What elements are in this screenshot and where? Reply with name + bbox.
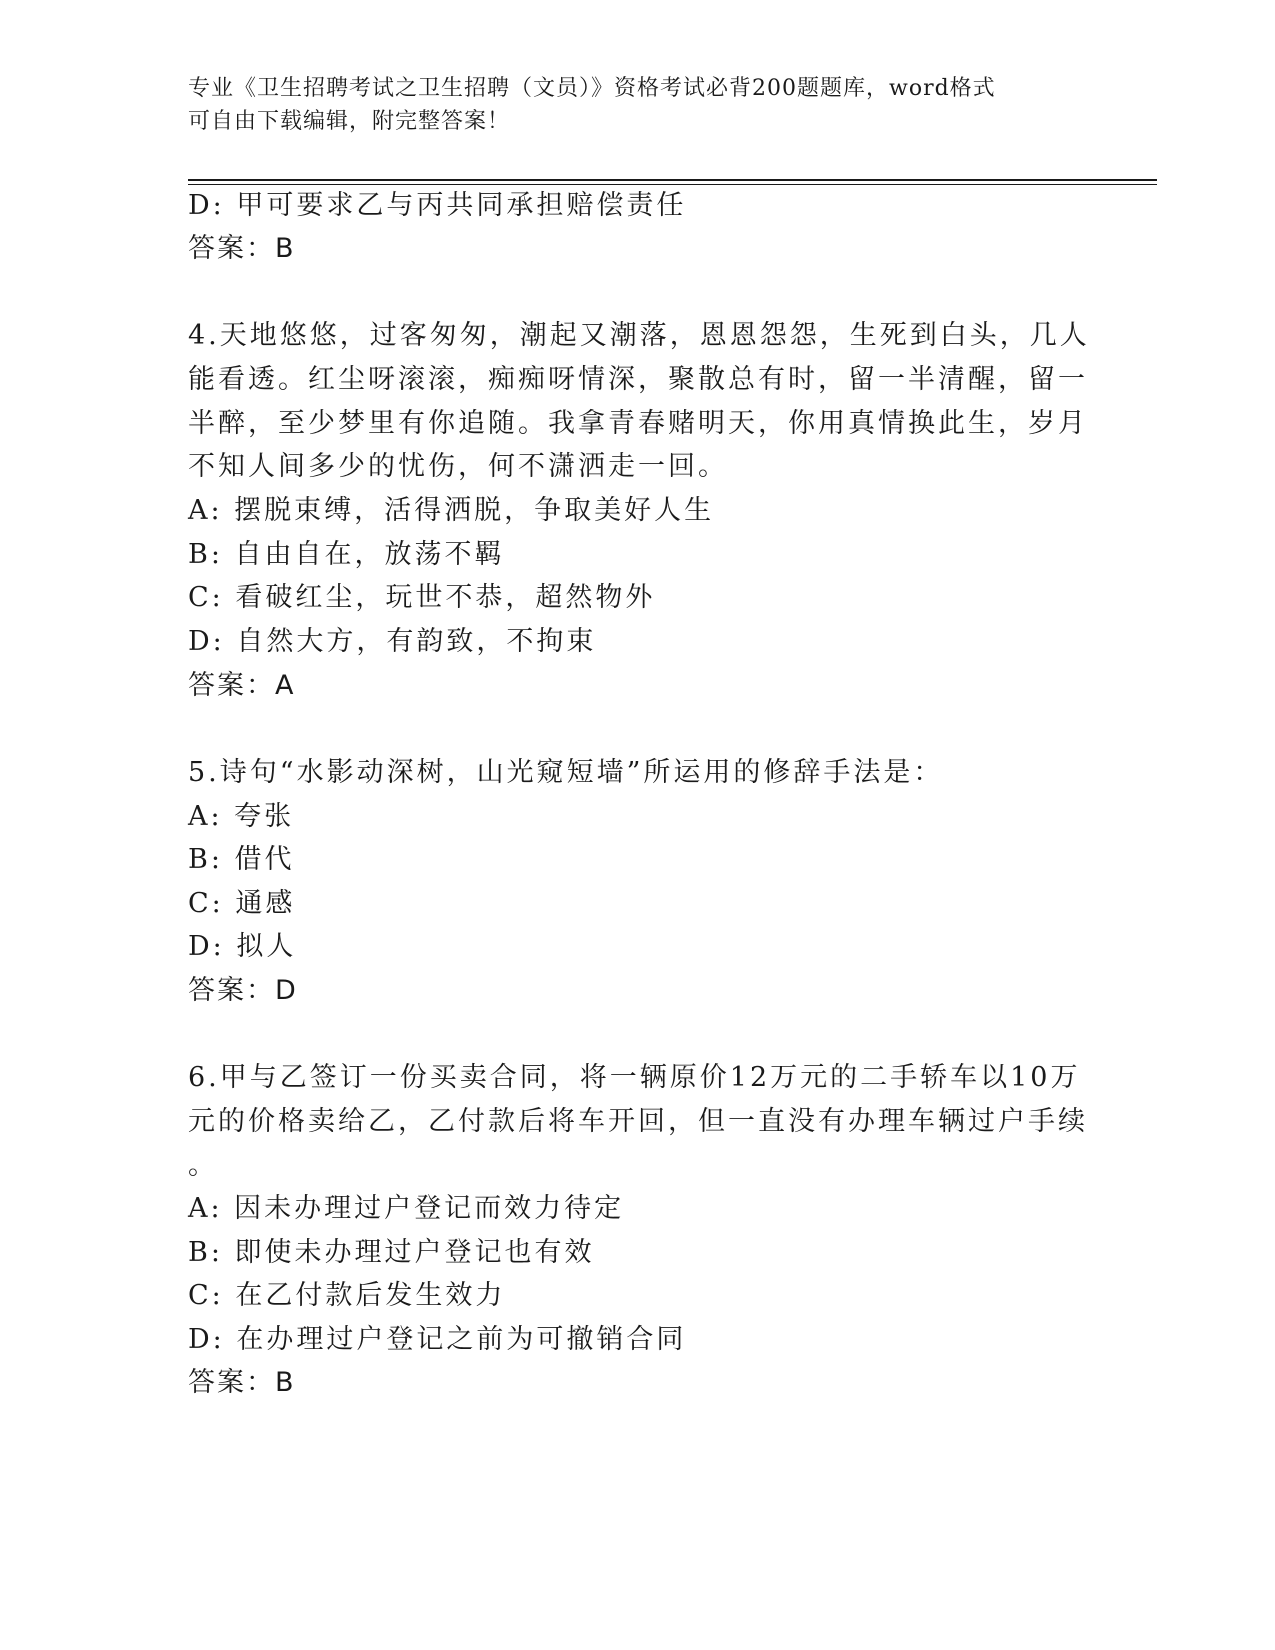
q3-option-d: D: 甲可要求乙与丙共同承担赔偿责任 (188, 190, 687, 221)
q4-stem-line-4: 不知人间多少的忧伤，何不潇洒走一回。 (188, 451, 728, 482)
q4-option-d: D: 自然大方，有韵致，不拘束 (188, 626, 597, 657)
q4-option-a: A: 摆脱束缚，活得洒脱，争取美好人生 (188, 495, 715, 526)
q6-answer: 答案：B (188, 1367, 296, 1398)
q4-stem-line-1: 4.天地悠悠，过客匆匆，潮起又潮落，恩恩怨怨，生死到白头，几人 (188, 320, 1090, 351)
q6-option-d: D: 在办理过户登记之前为可撤销合同 (188, 1324, 687, 1355)
q6-stem-line-2: 元的价格卖给乙，乙付款后将车开回，但一直没有办理车辆过户手续 (188, 1106, 1088, 1137)
q4-stem-line-2: 能看透。红尘呀滚滚，痴痴呀情深，聚散总有时，留一半清醒，留一 (188, 364, 1088, 395)
header-title-line-2: 可自由下载编辑，附完整答案！ (188, 109, 511, 134)
q5-option-c: C: 通感 (188, 888, 296, 919)
q6-option-a: A: 因未办理过户登记而效力待定 (188, 1193, 625, 1224)
document-header (188, 72, 1088, 138)
q5-answer: 答案：D (188, 975, 298, 1006)
q6-option-b: B: 即使未办理过户登记也有效 (188, 1237, 595, 1268)
header-rule-thin (188, 184, 1157, 185)
header-rule-thick (188, 179, 1157, 181)
q4-answer: 答案：A (188, 670, 296, 701)
q5-option-d: D: 拟人 (188, 931, 297, 962)
q4-stem-line-3: 半醉，至少梦里有你追随。我拿青春赌明天，你用真情换此生，岁月 (188, 408, 1088, 439)
q6-option-c: C: 在乙付款后发生效力 (188, 1280, 506, 1311)
q4-option-c: C: 看破红尘，玩世不恭，超然物外 (188, 582, 656, 613)
q6-stem-line-3: 。 (188, 1150, 218, 1181)
header-title-line-1: 专业《卫生招聘考试之卫生招聘（文员）》资格考试必背200题题库，word格式 (188, 76, 996, 101)
q5-option-a: A: 夸张 (188, 801, 295, 832)
q6-stem-line-1: 6.甲与乙签订一份买卖合同，将一辆原价12万元的二手轿车以10万 (188, 1062, 1081, 1093)
q5-option-b: B: 借代 (188, 844, 295, 875)
q3-answer: 答案：B (188, 233, 296, 264)
q4-option-b: B: 自由自在，放荡不羁 (188, 539, 505, 570)
q5-stem: 5.诗句“水影动深树，山光窥短墙”所运用的修辞手法是： (188, 757, 944, 788)
